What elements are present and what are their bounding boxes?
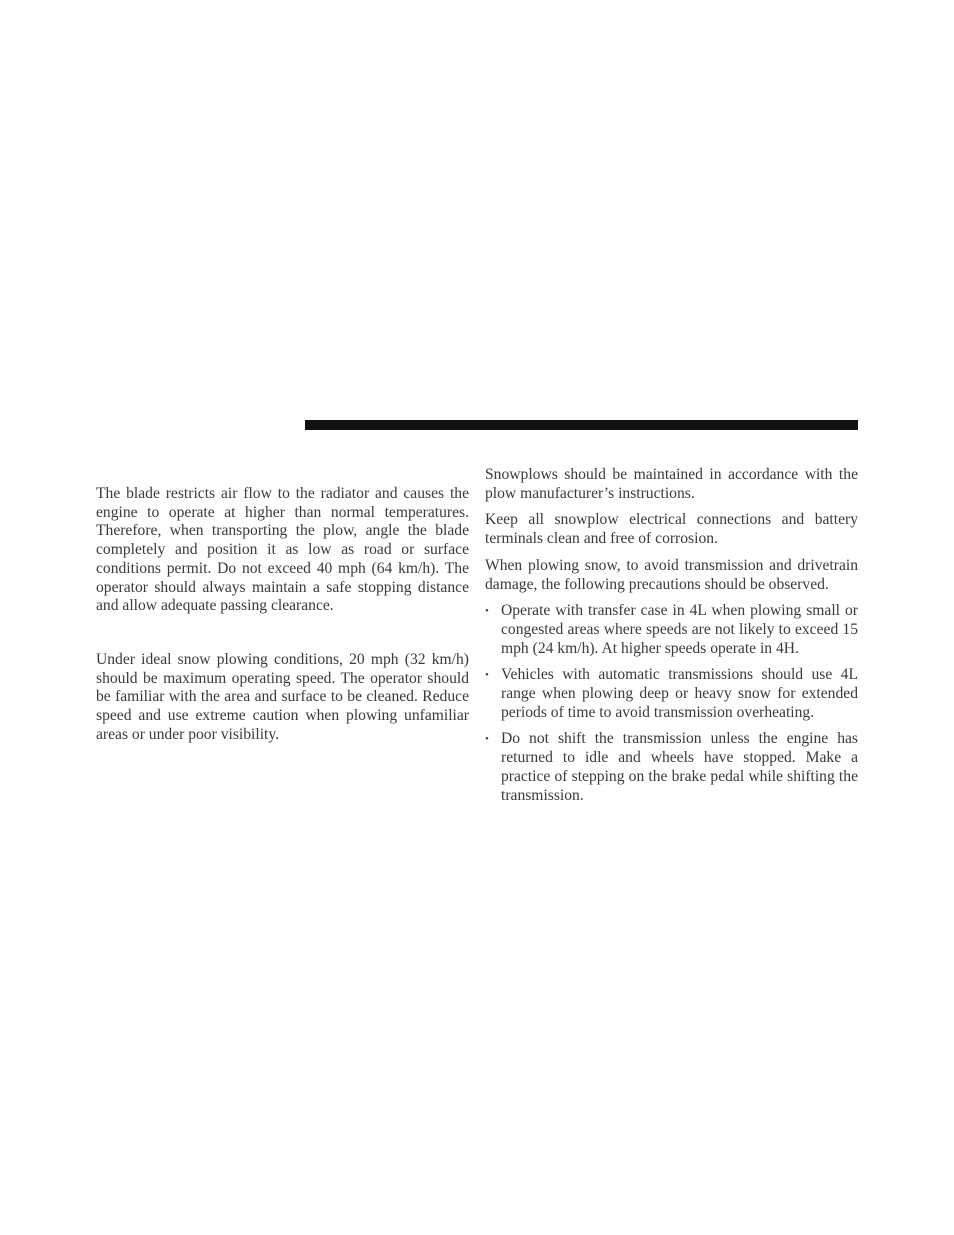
right-column — [485, 466, 858, 813]
bullet-icon: • — [485, 669, 489, 682]
list-item — [485, 730, 858, 805]
left-column — [96, 485, 469, 743]
list-item — [485, 666, 858, 722]
paragraph-precautions-intro: When plowing snow, to avoid transmission and drivetrain damage, the following precautions should be observed. — [485, 556, 858, 593]
section-header-rule — [305, 420, 858, 430]
precautions-list — [485, 602, 858, 805]
paragraph-blade-airflow: The blade restricts air flow to the radiator and causes the engine to operate at higher than normal temperatures. Therefore, when transporting the plow, angle the blade completely and position it as low as road or surface conditions permit. Do not exceed 40 mph (64 km/h). The operator should always maintain a safe stopping distance and allow adequate passing clearance. — [96, 485, 469, 615]
paragraph-maintenance: Snowplows should be maintained in accordance with the plow manufacturer’s instructions. — [485, 466, 858, 502]
bullet-icon: • — [485, 605, 489, 618]
bullet-icon: • — [485, 733, 489, 746]
list-item-text: Do not shift the transmission unless the engine has returned to idle and wheels have stopped. Make a practice of stepping on the brake pedal while shifting the transmission. — [501, 730, 858, 804]
list-item-text: Operate with transfer case in 4L when plowing small or congested areas where speeds are not likely to exceed 15 mph (24 km/h). At higher speeds operate in 4H. — [501, 602, 858, 657]
paragraph-operating-speed: Under ideal snow plowing conditions, 20 mph (32 km/h) should be maximum operating speed. The operator should be familiar with the area and surface to be cleaned. Reduce speed and use extreme caution when plowing unfamiliar areas or under poor visibility. — [96, 651, 469, 743]
list-item-text: Vehicles with automatic transmissions should use 4L range when plowing deep or heavy snow for extended periods of time to avoid transmission overheating. — [501, 666, 858, 721]
paragraph-electrical: Keep all snowplow electrical connections and battery terminals clean and free of corrosion. — [485, 511, 858, 548]
list-item — [485, 602, 858, 658]
